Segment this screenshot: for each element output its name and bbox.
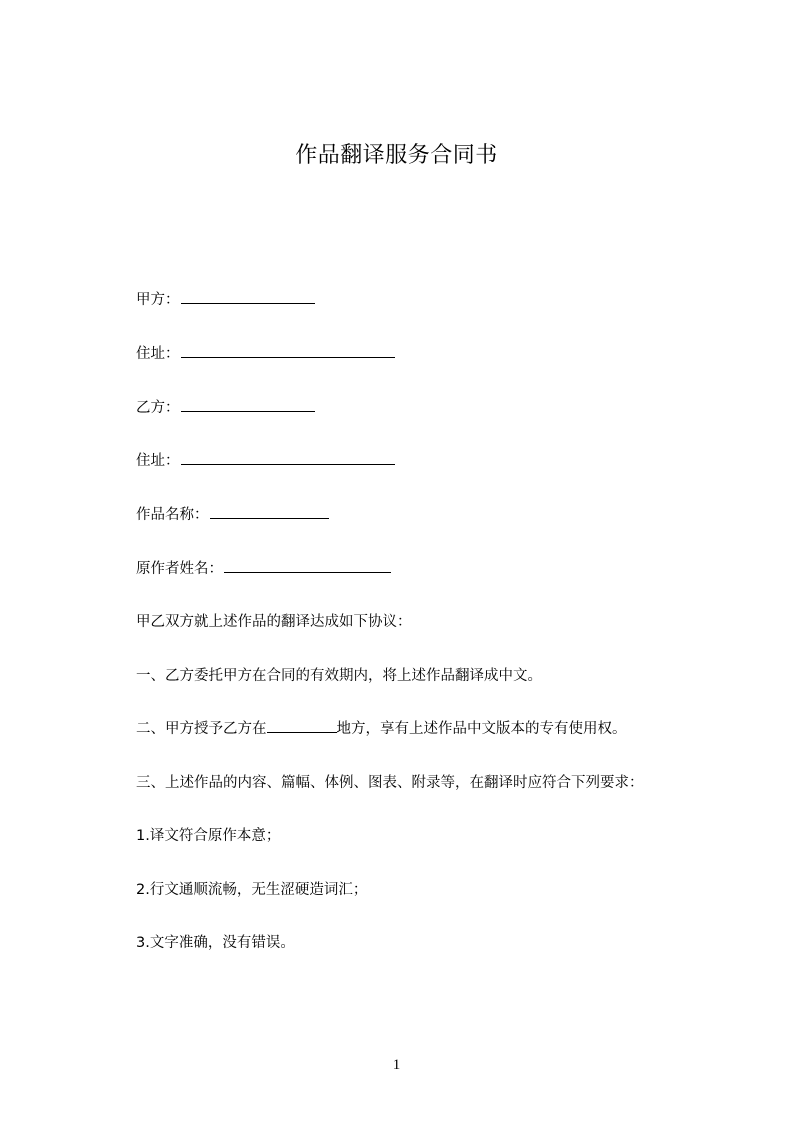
work-name-label: 作品名称： bbox=[136, 507, 209, 523]
party-b-blank[interactable] bbox=[181, 398, 315, 412]
party-a-blank[interactable] bbox=[181, 290, 315, 304]
clause-2-after: 地方，享有上述作品中文版本的专有使用权。 bbox=[336, 721, 627, 737]
address-a-line bbox=[136, 344, 395, 364]
page-title: 作品翻译服务合同书 bbox=[295, 143, 498, 168]
party-b-label: 乙方： bbox=[136, 400, 180, 416]
author-name-line bbox=[136, 559, 391, 579]
region-blank[interactable] bbox=[267, 719, 337, 733]
requirement-1: 1.译文符合原作本意； bbox=[136, 828, 281, 844]
clause-2-before: 二、甲方授予乙方在 bbox=[136, 721, 267, 737]
page-number: 1 bbox=[392, 1057, 401, 1073]
work-name-blank[interactable] bbox=[210, 505, 329, 519]
party-a-label: 甲方： bbox=[136, 292, 180, 308]
requirement-3: 3.文字准确，没有错误。 bbox=[136, 935, 295, 951]
party-a-line bbox=[136, 290, 315, 310]
address-a-blank[interactable] bbox=[181, 344, 395, 358]
address-b-blank[interactable] bbox=[181, 451, 395, 465]
intro-paragraph: 甲乙双方就上述作品的翻译达成如下协议： bbox=[136, 614, 412, 630]
author-name-blank[interactable] bbox=[224, 559, 391, 573]
clause-2 bbox=[136, 719, 627, 739]
author-name-label: 原作者姓名： bbox=[136, 561, 223, 577]
address-a-label: 住址： bbox=[136, 346, 180, 362]
clause-3: 三、上述作品的内容、篇幅、体例、图表、附录等，在翻译时应符合下列要求： bbox=[136, 775, 644, 791]
party-b-line bbox=[136, 398, 315, 418]
address-b-line bbox=[136, 451, 395, 471]
clause-1: 一、乙方委托甲方在合同的有效期内，将上述作品翻译成中文。 bbox=[136, 668, 542, 684]
address-b-label: 住址： bbox=[136, 453, 180, 469]
requirement-2: 2.行文通顺流畅，无生涩硬造词汇； bbox=[136, 882, 368, 898]
work-name-line bbox=[136, 505, 329, 525]
